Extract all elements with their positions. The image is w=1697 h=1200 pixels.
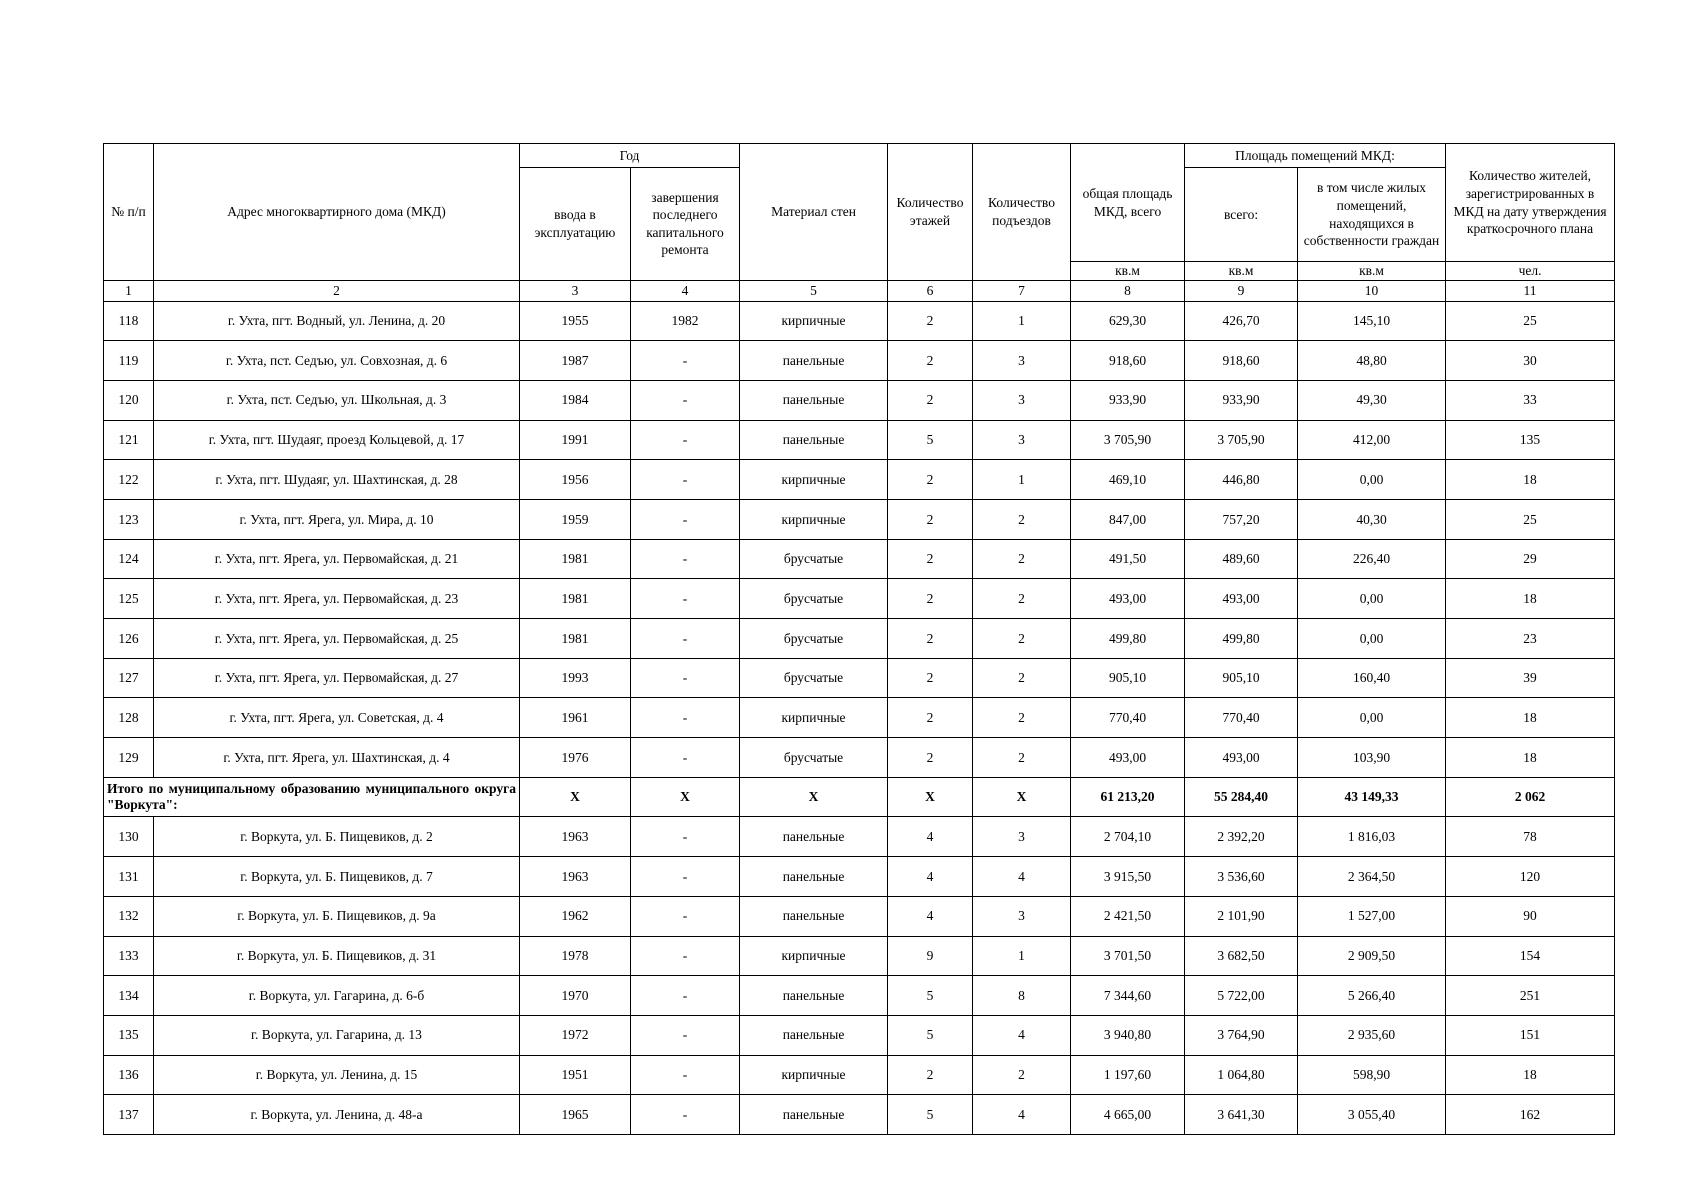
cell-wall-material: брусчатые bbox=[740, 539, 888, 579]
cell-area-private: 43 149,33 bbox=[1298, 777, 1446, 817]
cell-residents: 29 bbox=[1446, 539, 1615, 579]
cell-area-private: 0,00 bbox=[1298, 619, 1446, 659]
cell-total-area: 493,00 bbox=[1071, 738, 1185, 778]
cell-wall-material: панельные bbox=[740, 976, 888, 1016]
cell-entrances: 3 bbox=[973, 896, 1071, 936]
cell-total-area: 770,40 bbox=[1071, 698, 1185, 738]
cell-area-private: 598,90 bbox=[1298, 1055, 1446, 1095]
cell-entrances: 4 bbox=[973, 1095, 1071, 1135]
cell-total-area: 1 197,60 bbox=[1071, 1055, 1185, 1095]
cell-residents: 154 bbox=[1446, 936, 1615, 976]
column-number: 11 bbox=[1446, 280, 1615, 301]
cell-no: 136 bbox=[104, 1055, 154, 1095]
cell-total-area: 918,60 bbox=[1071, 341, 1185, 381]
column-numbers-row bbox=[104, 280, 1615, 301]
cell-address: г. Воркута, ул. Б. Пищевиков, д. 9а bbox=[154, 896, 520, 936]
cell-area-private: 103,90 bbox=[1298, 738, 1446, 778]
cell-year: 1981 bbox=[520, 539, 631, 579]
cell-no: 122 bbox=[104, 460, 154, 500]
cell-address: г. Ухта, пгт. Ярега, ул. Первомайская, д. 25 bbox=[154, 619, 520, 659]
cell-repair-year: - bbox=[631, 1055, 740, 1095]
cell-residents: 18 bbox=[1446, 1055, 1615, 1095]
cell-residents: 18 bbox=[1446, 738, 1615, 778]
cell-area-all: 3 536,60 bbox=[1185, 857, 1298, 897]
cell-floors: 4 bbox=[888, 896, 973, 936]
cell-year: 1981 bbox=[520, 619, 631, 659]
cell-address: г. Ухта, пгт. Ярега, ул. Шахтинская, д. 4 bbox=[154, 738, 520, 778]
cell-residents: 78 bbox=[1446, 817, 1615, 857]
cell-repair-year: - bbox=[631, 579, 740, 619]
cell-total-area: 4 665,00 bbox=[1071, 1095, 1185, 1135]
cell-residents: 23 bbox=[1446, 619, 1615, 659]
column-number: 4 bbox=[631, 280, 740, 301]
cell-area-private: 1 527,00 bbox=[1298, 896, 1446, 936]
cell-area-all: 493,00 bbox=[1185, 738, 1298, 778]
table-row bbox=[104, 579, 1615, 619]
cell-entrances: 3 bbox=[973, 341, 1071, 381]
cell-entrances: 2 bbox=[973, 698, 1071, 738]
cell-no: 134 bbox=[104, 976, 154, 1016]
cell-no: 128 bbox=[104, 698, 154, 738]
cell-residents: 33 bbox=[1446, 380, 1615, 420]
cell-repair-year: X bbox=[631, 777, 740, 817]
table-row bbox=[104, 698, 1615, 738]
cell-entrances: 3 bbox=[973, 380, 1071, 420]
cell-wall-material: панельные bbox=[740, 420, 888, 460]
cell-repair-year: - bbox=[631, 539, 740, 579]
table-row bbox=[104, 301, 1615, 341]
cell-area-private: 412,00 bbox=[1298, 420, 1446, 460]
column-number: 10 bbox=[1298, 280, 1446, 301]
cell-floors: 2 bbox=[888, 539, 973, 579]
table-row bbox=[104, 1015, 1615, 1055]
cell-wall-material: панельные bbox=[740, 896, 888, 936]
cell-total-area: 61 213,20 bbox=[1071, 777, 1185, 817]
cell-year: 1962 bbox=[520, 896, 631, 936]
cell-entrances: 2 bbox=[973, 738, 1071, 778]
cell-wall-material: панельные bbox=[740, 817, 888, 857]
cell-floors: X bbox=[888, 777, 973, 817]
cell-area-private: 2 364,50 bbox=[1298, 857, 1446, 897]
table-row bbox=[104, 857, 1615, 897]
cell-entrances: X bbox=[973, 777, 1071, 817]
cell-address: г. Ухта, пгт. Водный, ул. Ленина, д. 20 bbox=[154, 301, 520, 341]
table-row bbox=[104, 976, 1615, 1016]
cell-repair-year: - bbox=[631, 1015, 740, 1055]
cell-area-all: 55 284,40 bbox=[1185, 777, 1298, 817]
cell-floors: 2 bbox=[888, 579, 973, 619]
cell-entrances: 2 bbox=[973, 579, 1071, 619]
cell-address: г. Воркута, ул. Б. Пищевиков, д. 2 bbox=[154, 817, 520, 857]
cell-area-all: 770,40 bbox=[1185, 698, 1298, 738]
cell-area-all: 3 682,50 bbox=[1185, 936, 1298, 976]
cell-floors: 2 bbox=[888, 460, 973, 500]
cell-year: 1978 bbox=[520, 936, 631, 976]
cell-entrances: 4 bbox=[973, 857, 1071, 897]
cell-residents: 90 bbox=[1446, 896, 1615, 936]
cell-wall-material: панельные bbox=[740, 857, 888, 897]
cell-residents: 251 bbox=[1446, 976, 1615, 1016]
cell-address: г. Ухта, пст. Седъю, ул. Школьная, д. 3 bbox=[154, 380, 520, 420]
column-number: 1 bbox=[104, 280, 154, 301]
cell-address: г. Воркута, ул. Ленина, д. 15 bbox=[154, 1055, 520, 1095]
cell-entrances: 2 bbox=[973, 658, 1071, 698]
cell-wall-material: X bbox=[740, 777, 888, 817]
cell-no: 118 bbox=[104, 301, 154, 341]
cell-residents: 162 bbox=[1446, 1095, 1615, 1135]
cell-entrances: 2 bbox=[973, 619, 1071, 659]
cell-year: 1961 bbox=[520, 698, 631, 738]
cell-no: 137 bbox=[104, 1095, 154, 1135]
cell-total-area: 7 344,60 bbox=[1071, 976, 1185, 1016]
table-row bbox=[104, 341, 1615, 381]
table-row bbox=[104, 896, 1615, 936]
cell-repair-year: - bbox=[631, 658, 740, 698]
cell-wall-material: кирпичные bbox=[740, 936, 888, 976]
table-row bbox=[104, 817, 1615, 857]
cell-year: 1956 bbox=[520, 460, 631, 500]
cell-total-area: 499,80 bbox=[1071, 619, 1185, 659]
cell-repair-year: - bbox=[631, 341, 740, 381]
cell-repair-year: - bbox=[631, 380, 740, 420]
cell-area-private: 5 266,40 bbox=[1298, 976, 1446, 1016]
cell-no: 123 bbox=[104, 499, 154, 539]
unit-residents: чел. bbox=[1446, 262, 1615, 281]
cell-area-all: 1 064,80 bbox=[1185, 1055, 1298, 1095]
cell-year: 1951 bbox=[520, 1055, 631, 1095]
cell-floors: 5 bbox=[888, 420, 973, 460]
cell-no: 129 bbox=[104, 738, 154, 778]
cell-entrances: 1 bbox=[973, 460, 1071, 500]
table-row bbox=[104, 936, 1615, 976]
header-area-group: Площадь помещений МКД: bbox=[1185, 144, 1446, 168]
column-number: 6 bbox=[888, 280, 973, 301]
cell-wall-material: кирпичные bbox=[740, 698, 888, 738]
column-number: 2 bbox=[154, 280, 520, 301]
cell-residents: 2 062 bbox=[1446, 777, 1615, 817]
cell-entrances: 4 bbox=[973, 1015, 1071, 1055]
table-row bbox=[104, 1055, 1615, 1095]
cell-total-area: 493,00 bbox=[1071, 579, 1185, 619]
header-total-area: общая площадь МКД, всего bbox=[1071, 144, 1185, 262]
cell-no: 120 bbox=[104, 380, 154, 420]
cell-wall-material: панельные bbox=[740, 341, 888, 381]
column-number: 9 bbox=[1185, 280, 1298, 301]
cell-no: 132 bbox=[104, 896, 154, 936]
cell-wall-material: панельные bbox=[740, 380, 888, 420]
cell-area-all: 933,90 bbox=[1185, 380, 1298, 420]
cell-area-private: 48,80 bbox=[1298, 341, 1446, 381]
cell-total-area: 905,10 bbox=[1071, 658, 1185, 698]
cell-area-all: 426,70 bbox=[1185, 301, 1298, 341]
cell-area-all: 918,60 bbox=[1185, 341, 1298, 381]
cell-repair-year: 1982 bbox=[631, 301, 740, 341]
cell-total-area: 847,00 bbox=[1071, 499, 1185, 539]
cell-floors: 2 bbox=[888, 658, 973, 698]
cell-address: г. Воркута, ул. Ленина, д. 48-а bbox=[154, 1095, 520, 1135]
header-year-repair: завершения последнего капитального ремонта bbox=[631, 168, 740, 281]
cell-floors: 2 bbox=[888, 1055, 973, 1095]
cell-area-private: 2 909,50 bbox=[1298, 936, 1446, 976]
total-label: Итого по муниципальному образованию муниципального округа "Воркута": bbox=[104, 777, 520, 817]
cell-total-area: 2 421,50 bbox=[1071, 896, 1185, 936]
cell-residents: 18 bbox=[1446, 698, 1615, 738]
cell-area-all: 446,80 bbox=[1185, 460, 1298, 500]
cell-residents: 30 bbox=[1446, 341, 1615, 381]
cell-residents: 18 bbox=[1446, 460, 1615, 500]
cell-wall-material: брусчатые bbox=[740, 658, 888, 698]
table-row bbox=[104, 380, 1615, 420]
cell-residents: 151 bbox=[1446, 1015, 1615, 1055]
cell-year: 1984 bbox=[520, 380, 631, 420]
cell-year: 1976 bbox=[520, 738, 631, 778]
header-no: № п/п bbox=[104, 144, 154, 281]
cell-floors: 2 bbox=[888, 301, 973, 341]
cell-area-private: 0,00 bbox=[1298, 698, 1446, 738]
cell-address: г. Ухта, пст. Седъю, ул. Совхозная, д. 6 bbox=[154, 341, 520, 381]
cell-wall-material: панельные bbox=[740, 1095, 888, 1135]
cell-repair-year: - bbox=[631, 698, 740, 738]
column-number: 5 bbox=[740, 280, 888, 301]
cell-residents: 25 bbox=[1446, 499, 1615, 539]
cell-year: 1959 bbox=[520, 499, 631, 539]
cell-area-private: 2 935,60 bbox=[1298, 1015, 1446, 1055]
header-year-commission: ввода в эксплуатацию bbox=[520, 168, 631, 281]
cell-entrances: 3 bbox=[973, 817, 1071, 857]
cell-area-all: 757,20 bbox=[1185, 499, 1298, 539]
table-row bbox=[104, 1095, 1615, 1135]
cell-area-private: 3 055,40 bbox=[1298, 1095, 1446, 1135]
cell-total-area: 3 701,50 bbox=[1071, 936, 1185, 976]
cell-floors: 2 bbox=[888, 619, 973, 659]
header-residents: Количество жителей, зарегистрированных в МКД на дату утверждения краткосрочного плана bbox=[1446, 144, 1615, 262]
cell-address: г. Ухта, пгт. Шудаяг, ул. Шахтинская, д. 28 bbox=[154, 460, 520, 500]
cell-entrances: 1 bbox=[973, 936, 1071, 976]
cell-year: 1963 bbox=[520, 857, 631, 897]
cell-no: 126 bbox=[104, 619, 154, 659]
cell-total-area: 629,30 bbox=[1071, 301, 1185, 341]
cell-area-all: 905,10 bbox=[1185, 658, 1298, 698]
header-floors: Количество этажей bbox=[888, 144, 973, 281]
cell-area-private: 49,30 bbox=[1298, 380, 1446, 420]
cell-entrances: 8 bbox=[973, 976, 1071, 1016]
cell-wall-material: кирпичные bbox=[740, 301, 888, 341]
unit-total-area: кв.м bbox=[1071, 262, 1185, 281]
cell-year: 1981 bbox=[520, 579, 631, 619]
cell-repair-year: - bbox=[631, 619, 740, 659]
cell-residents: 135 bbox=[1446, 420, 1615, 460]
header-area-private: в том числе жилых помещений, находящихся в собственности граждан bbox=[1298, 168, 1446, 262]
cell-area-private: 1 816,03 bbox=[1298, 817, 1446, 857]
cell-address: г. Воркута, ул. Б. Пищевиков, д. 7 bbox=[154, 857, 520, 897]
cell-repair-year: - bbox=[631, 817, 740, 857]
cell-total-area: 491,50 bbox=[1071, 539, 1185, 579]
cell-year: 1963 bbox=[520, 817, 631, 857]
cell-floors: 2 bbox=[888, 738, 973, 778]
cell-year: 1987 bbox=[520, 341, 631, 381]
total-row bbox=[104, 777, 1615, 817]
column-number: 3 bbox=[520, 280, 631, 301]
cell-area-private: 160,40 bbox=[1298, 658, 1446, 698]
cell-total-area: 3 940,80 bbox=[1071, 1015, 1185, 1055]
table-row bbox=[104, 539, 1615, 579]
cell-entrances: 1 bbox=[973, 301, 1071, 341]
cell-repair-year: - bbox=[631, 896, 740, 936]
cell-no: 131 bbox=[104, 857, 154, 897]
cell-total-area: 933,90 bbox=[1071, 380, 1185, 420]
cell-address: г. Ухта, пгт. Ярега, ул. Советская, д. 4 bbox=[154, 698, 520, 738]
cell-year: 1955 bbox=[520, 301, 631, 341]
cell-floors: 2 bbox=[888, 499, 973, 539]
cell-wall-material: панельные bbox=[740, 1015, 888, 1055]
cell-area-private: 0,00 bbox=[1298, 460, 1446, 500]
unit-area-all: кв.м bbox=[1185, 262, 1298, 281]
cell-year: 1993 bbox=[520, 658, 631, 698]
housing-table bbox=[103, 143, 1615, 1135]
table-row bbox=[104, 738, 1615, 778]
cell-year: 1972 bbox=[520, 1015, 631, 1055]
cell-repair-year: - bbox=[631, 420, 740, 460]
cell-address: г. Воркута, ул. Гагарина, д. 13 bbox=[154, 1015, 520, 1055]
cell-year: 1965 bbox=[520, 1095, 631, 1135]
header-entrances: Количество подъездов bbox=[973, 144, 1071, 281]
column-number: 7 bbox=[973, 280, 1071, 301]
cell-floors: 2 bbox=[888, 341, 973, 381]
cell-repair-year: - bbox=[631, 976, 740, 1016]
header-area-all: всего: bbox=[1185, 168, 1298, 262]
cell-no: 121 bbox=[104, 420, 154, 460]
cell-wall-material: брусчатые bbox=[740, 619, 888, 659]
cell-floors: 5 bbox=[888, 1015, 973, 1055]
table-row bbox=[104, 619, 1615, 659]
cell-repair-year: - bbox=[631, 499, 740, 539]
cell-address: г. Ухта, пгт. Ярега, ул. Первомайская, д. 23 bbox=[154, 579, 520, 619]
cell-area-private: 40,30 bbox=[1298, 499, 1446, 539]
unit-area-private: кв.м bbox=[1298, 262, 1446, 281]
cell-floors: 5 bbox=[888, 976, 973, 1016]
cell-year: X bbox=[520, 777, 631, 817]
table-body bbox=[104, 301, 1615, 1134]
cell-area-private: 145,10 bbox=[1298, 301, 1446, 341]
cell-area-all: 2 392,20 bbox=[1185, 817, 1298, 857]
cell-no: 127 bbox=[104, 658, 154, 698]
table-row bbox=[104, 658, 1615, 698]
table-row bbox=[104, 420, 1615, 460]
header-wall-material: Материал стен bbox=[740, 144, 888, 281]
table-header bbox=[104, 144, 1615, 302]
cell-area-all: 3 764,90 bbox=[1185, 1015, 1298, 1055]
cell-total-area: 2 704,10 bbox=[1071, 817, 1185, 857]
column-number: 8 bbox=[1071, 280, 1185, 301]
cell-wall-material: брусчатые bbox=[740, 579, 888, 619]
cell-no: 119 bbox=[104, 341, 154, 381]
cell-repair-year: - bbox=[631, 857, 740, 897]
table-row bbox=[104, 460, 1615, 500]
cell-area-all: 5 722,00 bbox=[1185, 976, 1298, 1016]
cell-address: г. Воркута, ул. Б. Пищевиков, д. 31 bbox=[154, 936, 520, 976]
cell-wall-material: кирпичные bbox=[740, 1055, 888, 1095]
cell-total-area: 3 915,50 bbox=[1071, 857, 1185, 897]
cell-area-all: 489,60 bbox=[1185, 539, 1298, 579]
table-row bbox=[104, 499, 1615, 539]
cell-floors: 4 bbox=[888, 857, 973, 897]
cell-repair-year: - bbox=[631, 460, 740, 500]
cell-entrances: 2 bbox=[973, 539, 1071, 579]
cell-total-area: 469,10 bbox=[1071, 460, 1185, 500]
cell-address: г. Ухта, пгт. Ярега, ул. Мира, д. 10 bbox=[154, 499, 520, 539]
cell-residents: 18 bbox=[1446, 579, 1615, 619]
cell-entrances: 2 bbox=[973, 499, 1071, 539]
header-year-group: Год bbox=[520, 144, 740, 168]
cell-repair-year: - bbox=[631, 738, 740, 778]
cell-address: г. Воркута, ул. Гагарина, д. 6-б bbox=[154, 976, 520, 1016]
cell-area-all: 2 101,90 bbox=[1185, 896, 1298, 936]
cell-address: г. Ухта, пгт. Ярега, ул. Первомайская, д. 21 bbox=[154, 539, 520, 579]
cell-floors: 9 bbox=[888, 936, 973, 976]
cell-repair-year: - bbox=[631, 936, 740, 976]
cell-floors: 4 bbox=[888, 817, 973, 857]
cell-area-private: 0,00 bbox=[1298, 579, 1446, 619]
cell-area-all: 493,00 bbox=[1185, 579, 1298, 619]
cell-address: г. Ухта, пгт. Шудаяг, проезд Кольцевой, д. 17 bbox=[154, 420, 520, 460]
cell-entrances: 2 bbox=[973, 1055, 1071, 1095]
cell-area-all: 499,80 bbox=[1185, 619, 1298, 659]
cell-no: 130 bbox=[104, 817, 154, 857]
cell-entrances: 3 bbox=[973, 420, 1071, 460]
cell-area-all: 3 705,90 bbox=[1185, 420, 1298, 460]
header-address: Адрес многоквартирного дома (МКД) bbox=[154, 144, 520, 281]
cell-no: 125 bbox=[104, 579, 154, 619]
cell-wall-material: кирпичные bbox=[740, 460, 888, 500]
cell-floors: 2 bbox=[888, 698, 973, 738]
cell-wall-material: брусчатые bbox=[740, 738, 888, 778]
cell-total-area: 3 705,90 bbox=[1071, 420, 1185, 460]
cell-no: 133 bbox=[104, 936, 154, 976]
cell-floors: 5 bbox=[888, 1095, 973, 1135]
cell-no: 124 bbox=[104, 539, 154, 579]
cell-address: г. Ухта, пгт. Ярега, ул. Первомайская, д. 27 bbox=[154, 658, 520, 698]
cell-area-all: 3 641,30 bbox=[1185, 1095, 1298, 1135]
cell-residents: 25 bbox=[1446, 301, 1615, 341]
cell-floors: 2 bbox=[888, 380, 973, 420]
cell-area-private: 226,40 bbox=[1298, 539, 1446, 579]
cell-residents: 120 bbox=[1446, 857, 1615, 897]
cell-residents: 39 bbox=[1446, 658, 1615, 698]
cell-no: 135 bbox=[104, 1015, 154, 1055]
cell-wall-material: кирпичные bbox=[740, 499, 888, 539]
cell-year: 1991 bbox=[520, 420, 631, 460]
cell-year: 1970 bbox=[520, 976, 631, 1016]
cell-repair-year: - bbox=[631, 1095, 740, 1135]
